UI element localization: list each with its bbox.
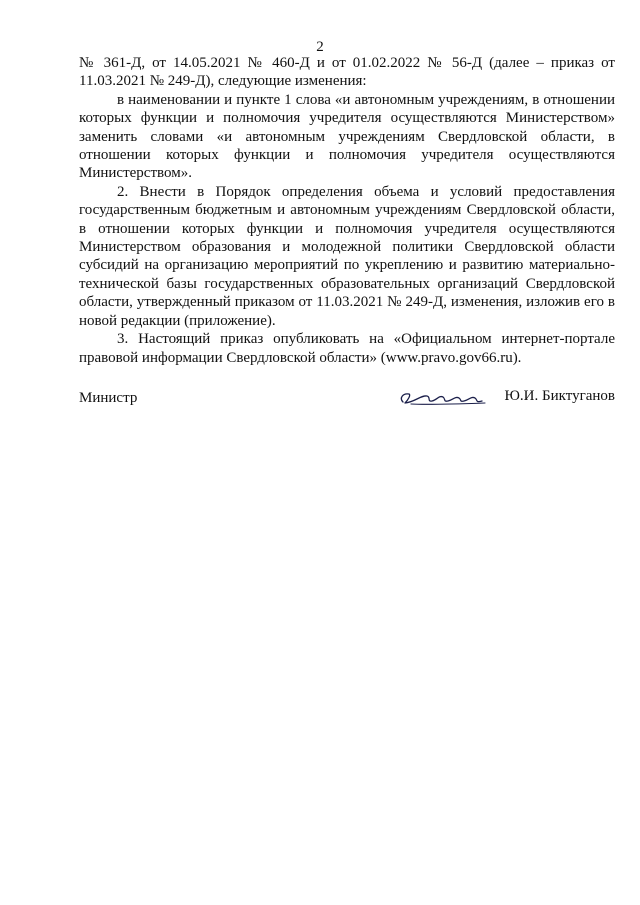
- paragraph-amendment-name: в наименовании и пункте 1 слова «и автономным учреждениям, в отношении которых функции и полномочия учредителя осуществляются Министерством» заменить словами «и автономным учреждениям Свердловской области, в отношении которых функции и полномочия учредителя осуществляются Министерством».: [79, 91, 615, 182]
- handwritten-signature: [397, 386, 493, 410]
- page-number: 2: [316, 39, 324, 55]
- document-body: [79, 54, 615, 367]
- paragraph-continuation: № 361-Д, от 14.05.2021 № 460-Д и от 01.02.2022 № 56-Д (далее – приказ от 11.03.2021 № 249-Д), следующие изменения:: [79, 55, 615, 90]
- paragraph-item-3: 3. Настоящий приказ опубликовать на «Официальном интернет-портале правовой информации Свердловской области» (www.pravo.gov66.ru).: [79, 331, 615, 366]
- signer-title: Министр: [79, 390, 138, 406]
- paragraph-item-2: 2. Внести в Порядок определения объема и условий предоставления государственным бюджетным и автономным учреждениям Свердловской области, в отношении которых функции и полномочия учредителя осуществляются Министерством образования и молодежной политики Свердловской области субсидий на организацию мероприятий по укреплению и развитию материально-технической базы государственных образовательных организаций Свердловской области, утвержденный приказом от 11.03.2021 № 249-Д, изменения, изложив его в новой редакции (приложение).: [79, 183, 615, 329]
- signer-name: Ю.И. Биктуганов: [504, 388, 615, 404]
- signature-block: [79, 386, 615, 410]
